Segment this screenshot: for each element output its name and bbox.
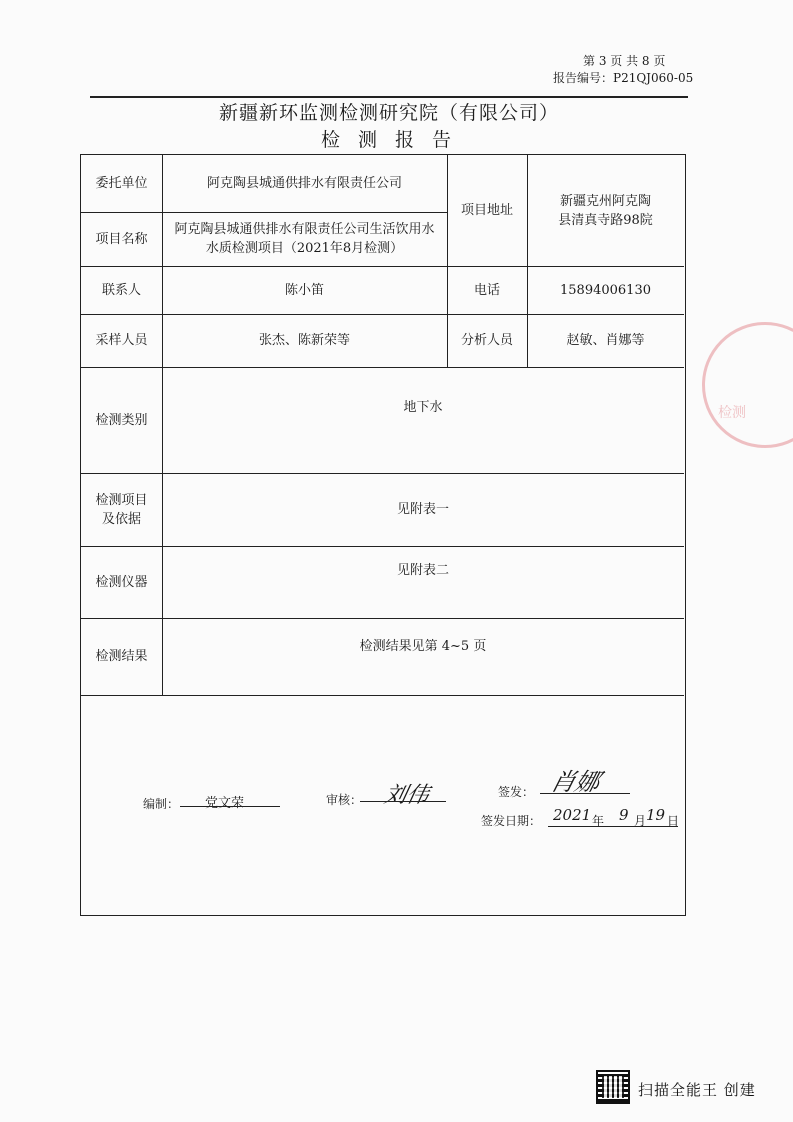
issue-underline: [540, 793, 630, 794]
instrument-label: 检测仪器: [95, 574, 148, 590]
client-label: 委托单位: [95, 176, 148, 191]
month-unit: 月: [634, 814, 647, 828]
document-title: 检 测 报 告: [320, 129, 458, 151]
year-unit: 年: [592, 814, 605, 828]
contact-value: 陈小笛: [284, 282, 324, 298]
sampler-label: 采样人员: [95, 333, 148, 348]
analyst-label: 分析人员: [460, 333, 513, 348]
address-value: 新疆克州阿克陶县清真寺路98院: [558, 193, 653, 228]
issue-signature: 肖娜: [547, 768, 603, 796]
issue-date-month: 9: [619, 806, 629, 824]
organization-title: 新疆新环监测检测研究院（有限公司）: [218, 102, 559, 124]
result-label: 检测结果: [95, 649, 148, 664]
project-label: 项目名称: [95, 231, 148, 247]
issue-date-day: 19: [646, 806, 666, 824]
project-value: 阿克陶县城通供排水有限责任公司生活饮用水水质检测项目（2021年8月检测）: [174, 222, 435, 256]
issue-date-underline: [548, 826, 678, 827]
issue-date-label: 签发日期：: [481, 814, 542, 828]
items-label: 检测项目及依据: [95, 492, 148, 527]
review-signature: 刘伟: [381, 783, 432, 808]
contact-label: 联系人: [101, 282, 141, 298]
instrument-value: 见附表二: [396, 562, 449, 578]
client-value: 阿克陶县城通供排水有限责任公司: [206, 176, 402, 191]
prepared-label: 编制：: [143, 797, 180, 811]
analyst-value: 赵敏、肖娜等: [566, 333, 645, 348]
official-seal-text: 检测: [718, 405, 746, 421]
issue-date-year: 2021: [553, 806, 592, 824]
phone-label: 电话: [473, 282, 500, 298]
prepared-value: 党文荣: [205, 796, 245, 811]
qr-code-pattern: [602, 1076, 624, 1098]
phone-value: 15894006130: [560, 282, 651, 298]
row-divider: [81, 695, 684, 696]
page-number: 第 3 页 共 8 页: [583, 54, 666, 68]
address-label: 项目地址: [460, 203, 513, 218]
report-number: 报告编号：P21QJ060-05: [553, 71, 694, 85]
scanner-brand: 扫描全能王 创建: [638, 1081, 756, 1099]
items-value: 见附表一: [396, 502, 449, 517]
review-underline: [360, 801, 446, 802]
prepared-underline: [180, 806, 280, 807]
review-label: 审核：: [326, 793, 363, 807]
official-seal: [702, 322, 793, 448]
category-label: 检测类别: [95, 412, 148, 428]
day-unit: 日: [667, 814, 680, 828]
category-value: 地下水: [403, 399, 443, 415]
issue-label: 签发：: [498, 785, 535, 799]
sampler-value: 张杰、陈新荣等: [258, 333, 350, 348]
result-value: 检测结果见第 4~5 页: [359, 639, 487, 654]
